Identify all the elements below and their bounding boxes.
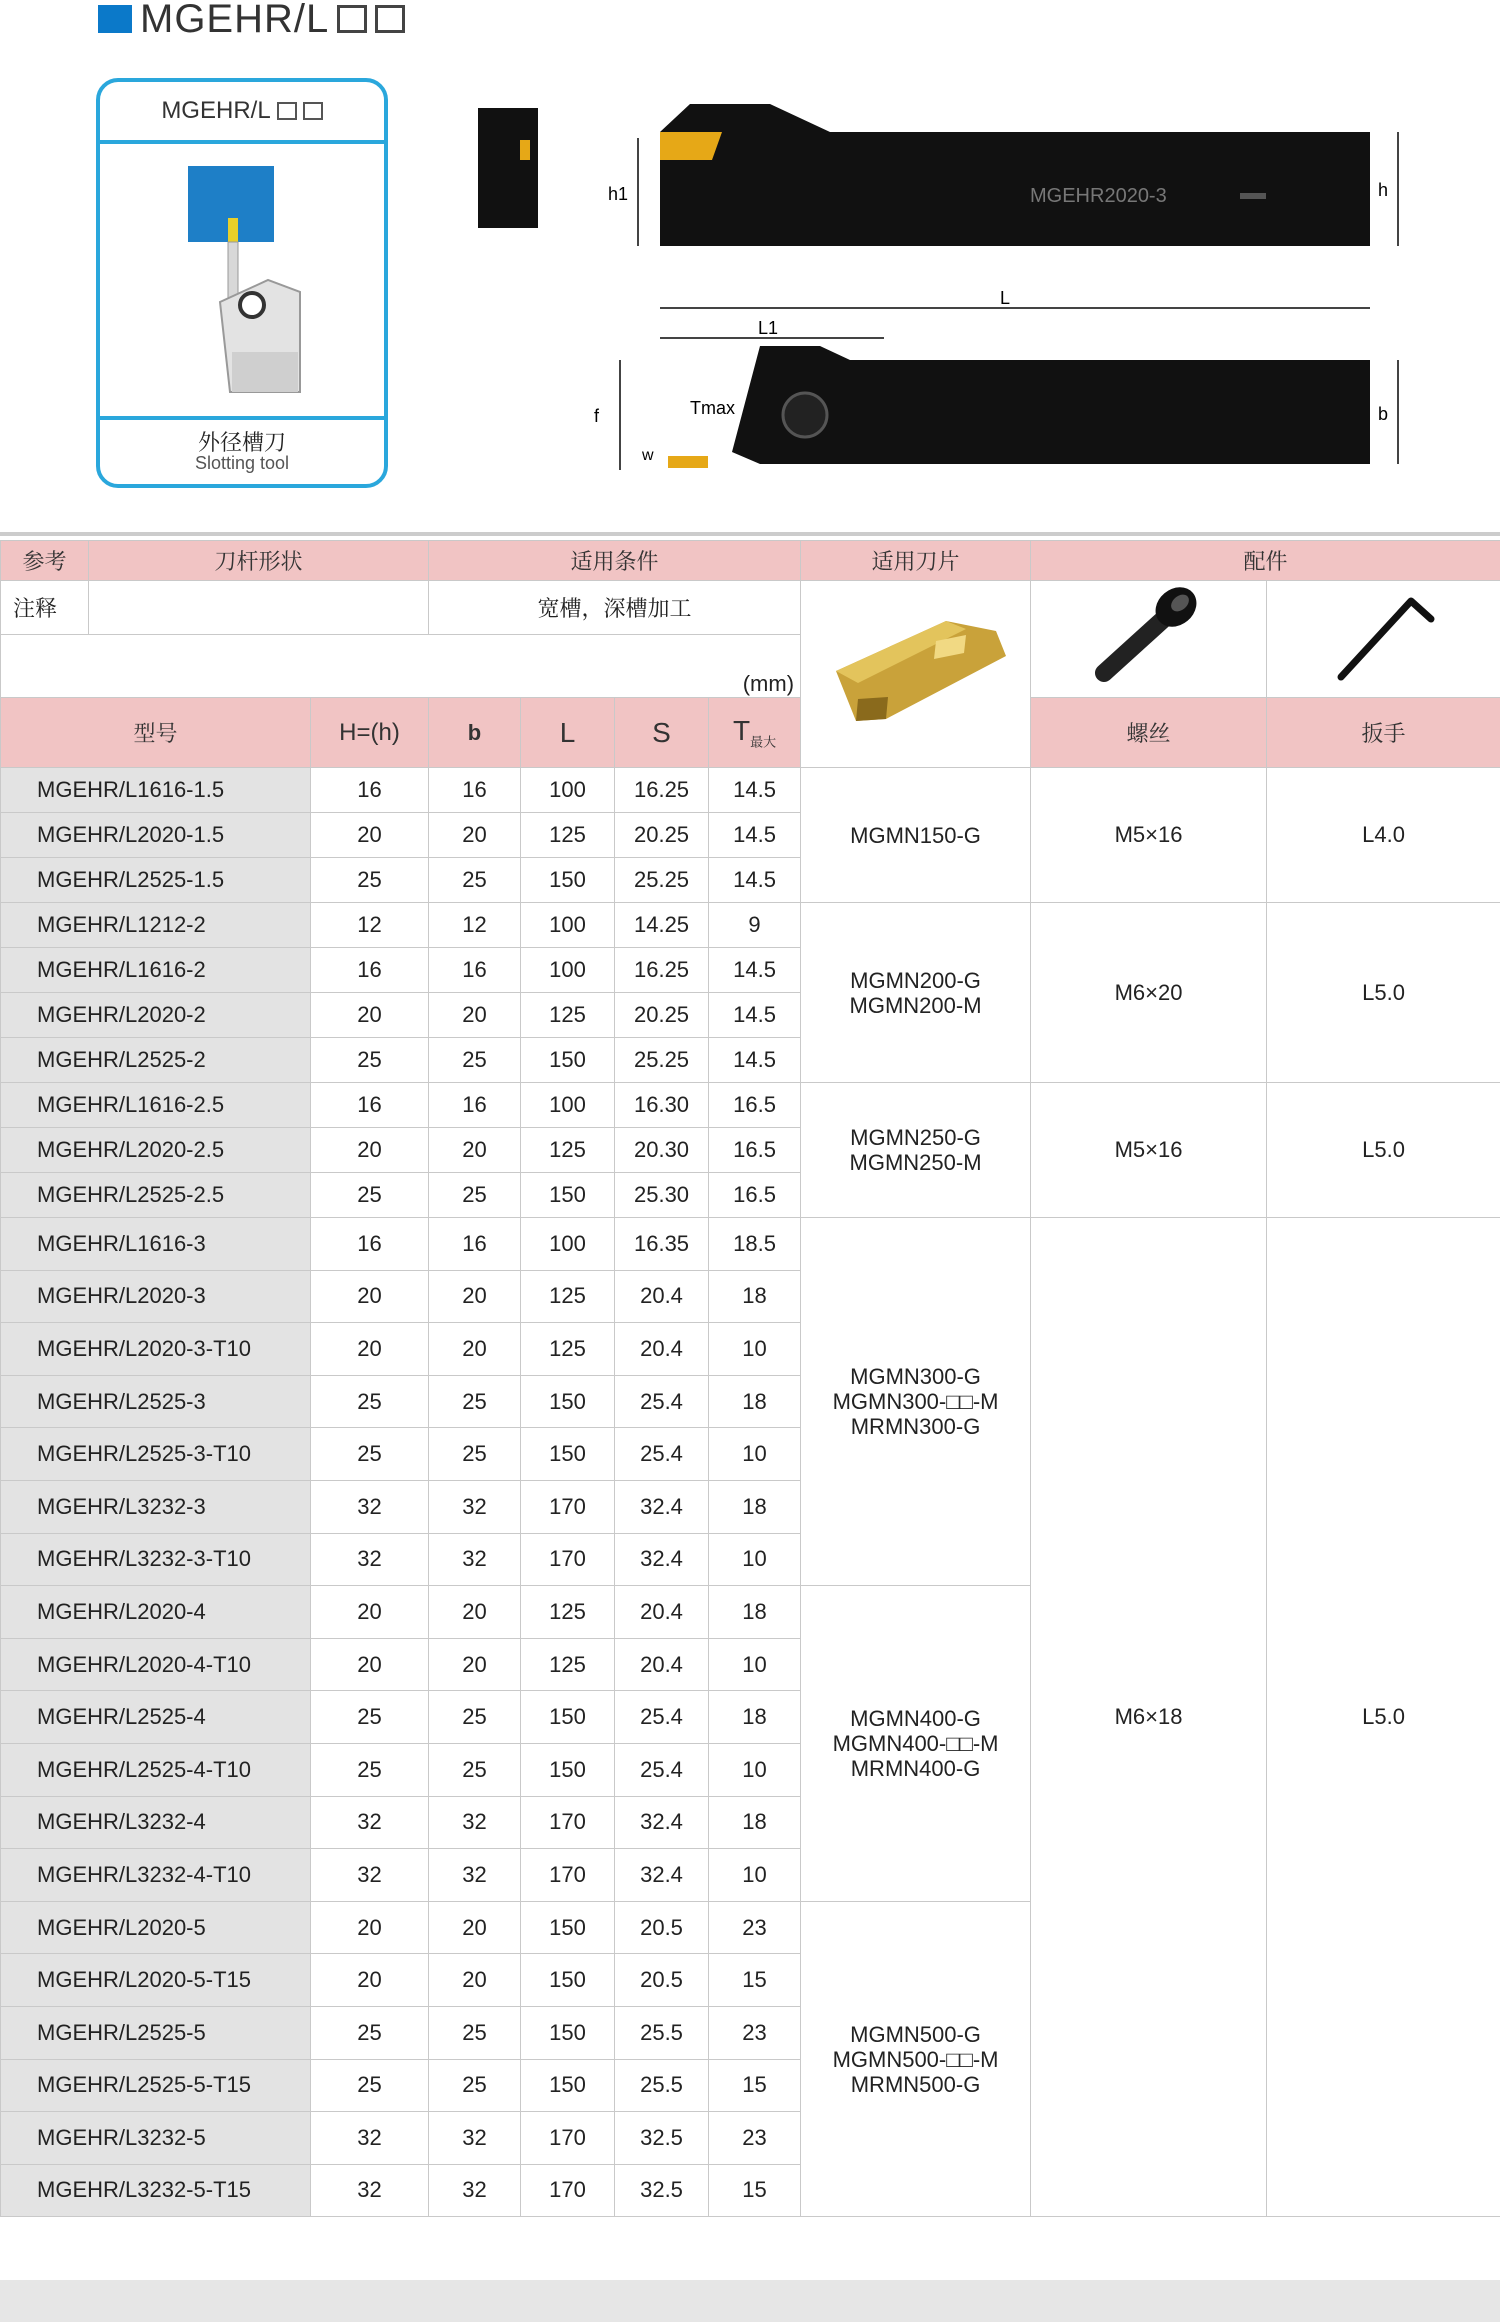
divider (0, 532, 1500, 536)
value-cell-b: 32 (429, 2164, 521, 2217)
value-cell-S: 32.5 (615, 2112, 709, 2165)
insert-model: MGMN300-G (850, 1364, 981, 1390)
value-cell-T: 18 (709, 1270, 801, 1323)
value-cell-b: 20 (429, 993, 521, 1038)
value-cell-L: 150 (521, 2006, 615, 2059)
model-cell: MGEHR/L2020-2 (1, 993, 311, 1038)
value-cell-T: 16.5 (709, 1128, 801, 1173)
insert-icon (816, 601, 1016, 741)
value-cell-b: 16 (429, 768, 521, 813)
model-cell: MGEHR/L1616-2.5 (1, 1083, 311, 1128)
insert-model: MRMN400-G (850, 1755, 981, 1781)
value-cell-L: 100 (521, 948, 615, 993)
value-cell-L: 100 (521, 1218, 615, 1271)
value-cell-S: 20.4 (615, 1270, 709, 1323)
value-cell-L: 150 (521, 2059, 615, 2112)
unit-label: (mm) (1, 635, 801, 698)
value-cell-S: 32.4 (615, 1480, 709, 1533)
title-text: MGEHR/L (140, 0, 330, 41)
model-cell: MGEHR/L2020-5 (1, 1901, 311, 1954)
col-S: S (615, 698, 709, 768)
table-row (1, 1218, 1500, 1271)
insert-model: MGMN400-□□-M (832, 1730, 999, 1756)
value-cell-T: 10 (709, 1849, 801, 1902)
end-view-drawing (478, 108, 538, 228)
value-cell-h: 25 (311, 1038, 429, 1083)
value-cell-L: 125 (521, 1586, 615, 1639)
col-wrench: 扳手 (1267, 698, 1500, 768)
value-cell-b: 25 (429, 1375, 521, 1428)
note-label: 注释 (1, 581, 89, 635)
col-T (709, 698, 801, 768)
value-cell-S: 16.35 (615, 1218, 709, 1271)
value-cell-b: 25 (429, 1038, 521, 1083)
value-cell-S: 25.30 (615, 1173, 709, 1218)
insert-cell (801, 903, 1031, 1083)
label-h: h (1378, 180, 1389, 200)
insert-model: MGMN250-M (849, 1150, 982, 1175)
model-cell: MGEHR/L3232-5 (1, 2112, 311, 2165)
value-cell-L: 125 (521, 813, 615, 858)
value-cell-b: 32 (429, 1533, 521, 1586)
value-cell-S: 20.4 (615, 1323, 709, 1376)
model-cell: MGEHR/L2525-5 (1, 2006, 311, 2059)
value-cell-L: 150 (521, 1173, 615, 1218)
value-cell-S: 16.25 (615, 948, 709, 993)
value-cell-S: 20.5 (615, 1954, 709, 2007)
value-cell-S: 25.4 (615, 1743, 709, 1796)
value-cell-h: 32 (311, 1533, 429, 1586)
value-cell-b: 25 (429, 1743, 521, 1796)
model-cell: MGEHR/L2525-3-T10 (1, 1428, 311, 1481)
value-cell-S: 25.25 (615, 858, 709, 903)
value-cell-b: 25 (429, 858, 521, 903)
blue-square-icon (98, 5, 132, 33)
value-cell-L: 100 (521, 903, 615, 948)
screw-cell: M5×16 (1031, 768, 1267, 903)
value-cell-T: 14.5 (709, 813, 801, 858)
value-cell-T: 23 (709, 1901, 801, 1954)
model-cell: MGEHR/L3232-4 (1, 1796, 311, 1849)
value-cell-T: 18 (709, 1375, 801, 1428)
header-insert: 适用刀片 (801, 541, 1031, 581)
value-cell-T: 23 (709, 2006, 801, 2059)
screw-image-cell (1031, 581, 1267, 698)
side-view-drawing (608, 104, 1398, 246)
value-cell-h: 25 (311, 1173, 429, 1218)
value-cell-b: 20 (429, 1901, 521, 1954)
box-glyph-icon (375, 5, 405, 33)
value-cell-L: 100 (521, 768, 615, 813)
value-cell-h: 12 (311, 903, 429, 948)
value-cell-L: 170 (521, 2112, 615, 2165)
value-cell-T: 18 (709, 1796, 801, 1849)
value-cell-S: 25.4 (615, 1428, 709, 1481)
card-footer-en: Slotting tool (194, 453, 290, 473)
value-cell-S: 16.25 (615, 768, 709, 813)
card-header-text: MGEHR/L (161, 97, 271, 124)
value-cell-S: 20.25 (615, 813, 709, 858)
model-cell: MGEHR/L2020-1.5 (1, 813, 311, 858)
model-cell: MGEHR/L1616-2 (1, 948, 311, 993)
model-cell: MGEHR/L2525-1.5 (1, 858, 311, 903)
value-cell-T: 9 (709, 903, 801, 948)
insert-model: MGMN200-G (850, 967, 981, 993)
value-cell-S: 25.5 (615, 2006, 709, 2059)
value-cell-L: 125 (521, 1128, 615, 1173)
wrench-cell: L5.0 (1267, 903, 1500, 1083)
value-cell-h: 25 (311, 858, 429, 903)
value-cell-h: 16 (311, 948, 429, 993)
value-cell-T: 10 (709, 1638, 801, 1691)
col-screw: 螺丝 (1031, 698, 1267, 768)
value-cell-S: 20.4 (615, 1638, 709, 1691)
value-cell-T: 18 (709, 1586, 801, 1639)
value-cell-L: 100 (521, 1083, 615, 1128)
value-cell-L: 150 (521, 1428, 615, 1481)
col-L: L (521, 698, 615, 768)
insert-model: MGMN500-□□-M (832, 2046, 999, 2072)
model-cell: MGEHR/L2020-5-T15 (1, 1954, 311, 2007)
model-cell: MGEHR/L2525-3 (1, 1375, 311, 1428)
value-cell-b: 20 (429, 1586, 521, 1639)
value-cell-h: 20 (311, 1128, 429, 1173)
insert-cell (801, 1218, 1031, 1586)
col-h: H=(h) (311, 698, 429, 768)
screw-cell: M5×16 (1031, 1083, 1267, 1218)
card-header (100, 82, 384, 144)
value-cell-L: 150 (521, 1038, 615, 1083)
value-cell-b: 20 (429, 1128, 521, 1173)
value-cell-b: 16 (429, 1083, 521, 1128)
value-cell-b: 25 (429, 1691, 521, 1744)
card-footer-cn: 外径槽刀 (197, 431, 286, 456)
value-cell-S: 16.30 (615, 1083, 709, 1128)
value-cell-h: 16 (311, 1218, 429, 1271)
insert-model: MGMN200-M (849, 992, 982, 1018)
label-b: b (1378, 404, 1389, 424)
screw-icon (1084, 581, 1214, 691)
value-cell-h: 25 (311, 2059, 429, 2112)
value-cell-S: 14.25 (615, 903, 709, 948)
value-cell-S: 20.30 (615, 1128, 709, 1173)
value-cell-h: 25 (311, 1743, 429, 1796)
value-cell-S: 25.5 (615, 2059, 709, 2112)
value-cell-S: 25.4 (615, 1375, 709, 1428)
model-cell: MGEHR/L2525-4-T10 (1, 1743, 311, 1796)
value-cell-L: 150 (521, 858, 615, 903)
model-cell: MGEHR/L2020-2.5 (1, 1128, 311, 1173)
value-cell-h: 20 (311, 1270, 429, 1323)
header-accessories: 配件 (1031, 541, 1500, 581)
value-cell-b: 32 (429, 1480, 521, 1533)
value-cell-L: 125 (521, 1638, 615, 1691)
value-cell-b: 12 (429, 903, 521, 948)
value-cell-S: 20.25 (615, 993, 709, 1038)
model-cell: MGEHR/L2020-3-T10 (1, 1323, 311, 1376)
col-T-main: T (732, 714, 751, 746)
header-shank-shape: 刀杆形状 (89, 541, 429, 581)
value-cell-T: 18 (709, 1480, 801, 1533)
value-cell-L: 125 (521, 1323, 615, 1376)
model-cell: MGEHR/L2525-5-T15 (1, 2059, 311, 2112)
col-T-sub: 最大 (750, 734, 777, 750)
value-cell-h: 32 (311, 2112, 429, 2165)
value-cell-b: 25 (429, 1173, 521, 1218)
insert-image-cell (801, 581, 1031, 768)
value-cell-b: 20 (429, 1638, 521, 1691)
value-cell-b: 25 (429, 1428, 521, 1481)
value-cell-S: 25.25 (615, 1038, 709, 1083)
value-cell-L: 125 (521, 1270, 615, 1323)
value-cell-T: 14.5 (709, 948, 801, 993)
value-cell-T: 10 (709, 1323, 801, 1376)
label-f: f (594, 406, 600, 426)
wrench-image-cell (1267, 581, 1500, 698)
value-cell-T: 15 (709, 2164, 801, 2217)
value-cell-T: 10 (709, 1428, 801, 1481)
value-cell-h: 25 (311, 1375, 429, 1428)
value-cell-T: 14.5 (709, 858, 801, 903)
label-L: L (1000, 288, 1011, 308)
wrench-cell: L5.0 (1267, 1218, 1500, 2217)
value-cell-S: 32.4 (615, 1849, 709, 1902)
label-h1: h1 (608, 184, 629, 204)
value-cell-h: 20 (311, 1901, 429, 1954)
value-cell-h: 20 (311, 1586, 429, 1639)
insert-cell (801, 1586, 1031, 1902)
model-cell: MGEHR/L2525-2 (1, 1038, 311, 1083)
value-cell-L: 150 (521, 1691, 615, 1744)
model-cell: MGEHR/L2525-4 (1, 1691, 311, 1744)
value-cell-h: 16 (311, 1083, 429, 1128)
note-value: 宽槽，深槽加工 (429, 581, 801, 635)
table-row (1, 1083, 1500, 1128)
insert-cell (801, 1083, 1031, 1218)
value-cell-S: 20.4 (615, 1586, 709, 1639)
bottom-bar (0, 2280, 1500, 2322)
box-glyph-icon (277, 102, 297, 120)
wrench-icon (1319, 581, 1449, 691)
box-glyph-icon (337, 5, 367, 33)
value-cell-S: 32.4 (615, 1533, 709, 1586)
value-cell-h: 20 (311, 813, 429, 858)
insert-model: MGMN500-G (850, 2021, 981, 2047)
table-row (1, 903, 1500, 948)
value-cell-h: 16 (311, 768, 429, 813)
insert-cell (801, 768, 1031, 903)
model-cell: MGEHR/L2020-3 (1, 1270, 311, 1323)
card-footer (100, 416, 384, 484)
model-cell: MGEHR/L3232-3-T10 (1, 1533, 311, 1586)
model-cell: MGEHR/L1212-2 (1, 903, 311, 948)
top-view-drawing (594, 288, 1398, 470)
table-row (1, 768, 1500, 813)
insert-model: MGMN250-G (850, 1125, 981, 1150)
value-cell-T: 15 (709, 2059, 801, 2112)
value-cell-T: 14.5 (709, 768, 801, 813)
insert-model: MRMN300-G (850, 1414, 981, 1440)
tool-type-card (96, 78, 388, 488)
value-cell-h: 20 (311, 1954, 429, 2007)
value-cell-L: 150 (521, 1375, 615, 1428)
value-cell-T: 18 (709, 1691, 801, 1744)
value-cell-S: 20.5 (615, 1901, 709, 1954)
value-cell-h: 25 (311, 1691, 429, 1744)
model-cell: MGEHR/L2020-4-T10 (1, 1638, 311, 1691)
value-cell-h: 25 (311, 1428, 429, 1481)
tool-drawing (470, 60, 1410, 490)
col-b: b (429, 698, 521, 768)
value-cell-b: 20 (429, 1323, 521, 1376)
engraving-text: MGEHR2020-3 (1030, 185, 1167, 207)
value-cell-L: 170 (521, 1796, 615, 1849)
value-cell-L: 150 (521, 1743, 615, 1796)
page-title (98, 0, 405, 41)
screw-cell: M6×18 (1031, 1218, 1267, 2217)
value-cell-b: 32 (429, 2112, 521, 2165)
model-cell: MGEHR/L2020-4 (1, 1586, 311, 1639)
value-cell-b: 16 (429, 948, 521, 993)
value-cell-T: 14.5 (709, 1038, 801, 1083)
label-w: w (642, 447, 654, 464)
insert-cell (801, 1901, 1031, 2217)
value-cell-T: 14.5 (709, 993, 801, 1038)
value-cell-S: 25.4 (615, 1691, 709, 1744)
value-cell-h: 32 (311, 1480, 429, 1533)
value-cell-L: 170 (521, 1533, 615, 1586)
value-cell-b: 32 (429, 1796, 521, 1849)
value-cell-h: 20 (311, 1638, 429, 1691)
spec-table (0, 540, 1500, 2217)
value-cell-L: 170 (521, 1849, 615, 1902)
header-ref: 参考 (1, 541, 89, 581)
value-cell-b: 25 (429, 2006, 521, 2059)
value-cell-h: 25 (311, 2006, 429, 2059)
label-Tmax: Tmax (690, 398, 735, 418)
value-cell-b: 16 (429, 1218, 521, 1271)
value-cell-T: 16.5 (709, 1083, 801, 1128)
value-cell-S: 32.4 (615, 1796, 709, 1849)
header-conditions: 适用条件 (429, 541, 801, 581)
wrench-cell: L4.0 (1267, 768, 1500, 903)
model-cell: MGEHR/L1616-1.5 (1, 768, 311, 813)
value-cell-b: 32 (429, 1849, 521, 1902)
tool-schematic-icon (100, 142, 384, 422)
label-L1: L1 (758, 318, 779, 338)
value-cell-h: 32 (311, 1796, 429, 1849)
value-cell-L: 170 (521, 2164, 615, 2217)
value-cell-L: 125 (521, 993, 615, 1038)
value-cell-h: 32 (311, 1849, 429, 1902)
value-cell-T: 16.5 (709, 1173, 801, 1218)
insert-model: MGMN300-□□-M (832, 1389, 999, 1415)
value-cell-T: 15 (709, 1954, 801, 2007)
value-cell-h: 32 (311, 2164, 429, 2217)
value-cell-T: 23 (709, 2112, 801, 2165)
wrench-cell: L5.0 (1267, 1083, 1500, 1218)
value-cell-b: 20 (429, 1954, 521, 2007)
model-cell: MGEHR/L3232-5-T15 (1, 2164, 311, 2217)
value-cell-L: 150 (521, 1901, 615, 1954)
insert-model: MGMN400-G (850, 1705, 981, 1731)
model-cell: MGEHR/L2525-2.5 (1, 1173, 311, 1218)
insert-model: MRMN500-G (850, 2071, 981, 2097)
col-model: 型号 (1, 698, 311, 768)
insert-model: MGMN150-G (850, 822, 981, 848)
box-glyph-icon (303, 102, 323, 120)
model-cell: MGEHR/L3232-4-T10 (1, 1849, 311, 1902)
value-cell-b: 20 (429, 813, 521, 858)
value-cell-S: 32.5 (615, 2164, 709, 2217)
value-cell-h: 20 (311, 993, 429, 1038)
value-cell-h: 20 (311, 1323, 429, 1376)
value-cell-L: 150 (521, 1954, 615, 2007)
value-cell-T: 10 (709, 1743, 801, 1796)
value-cell-b: 20 (429, 1270, 521, 1323)
value-cell-T: 10 (709, 1533, 801, 1586)
screw-cell: M6×20 (1031, 903, 1267, 1083)
note-blank (89, 581, 429, 635)
value-cell-T: 18.5 (709, 1218, 801, 1271)
value-cell-b: 25 (429, 2059, 521, 2112)
value-cell-L: 170 (521, 1480, 615, 1533)
model-cell: MGEHR/L3232-3 (1, 1480, 311, 1533)
model-cell: MGEHR/L1616-3 (1, 1218, 311, 1271)
